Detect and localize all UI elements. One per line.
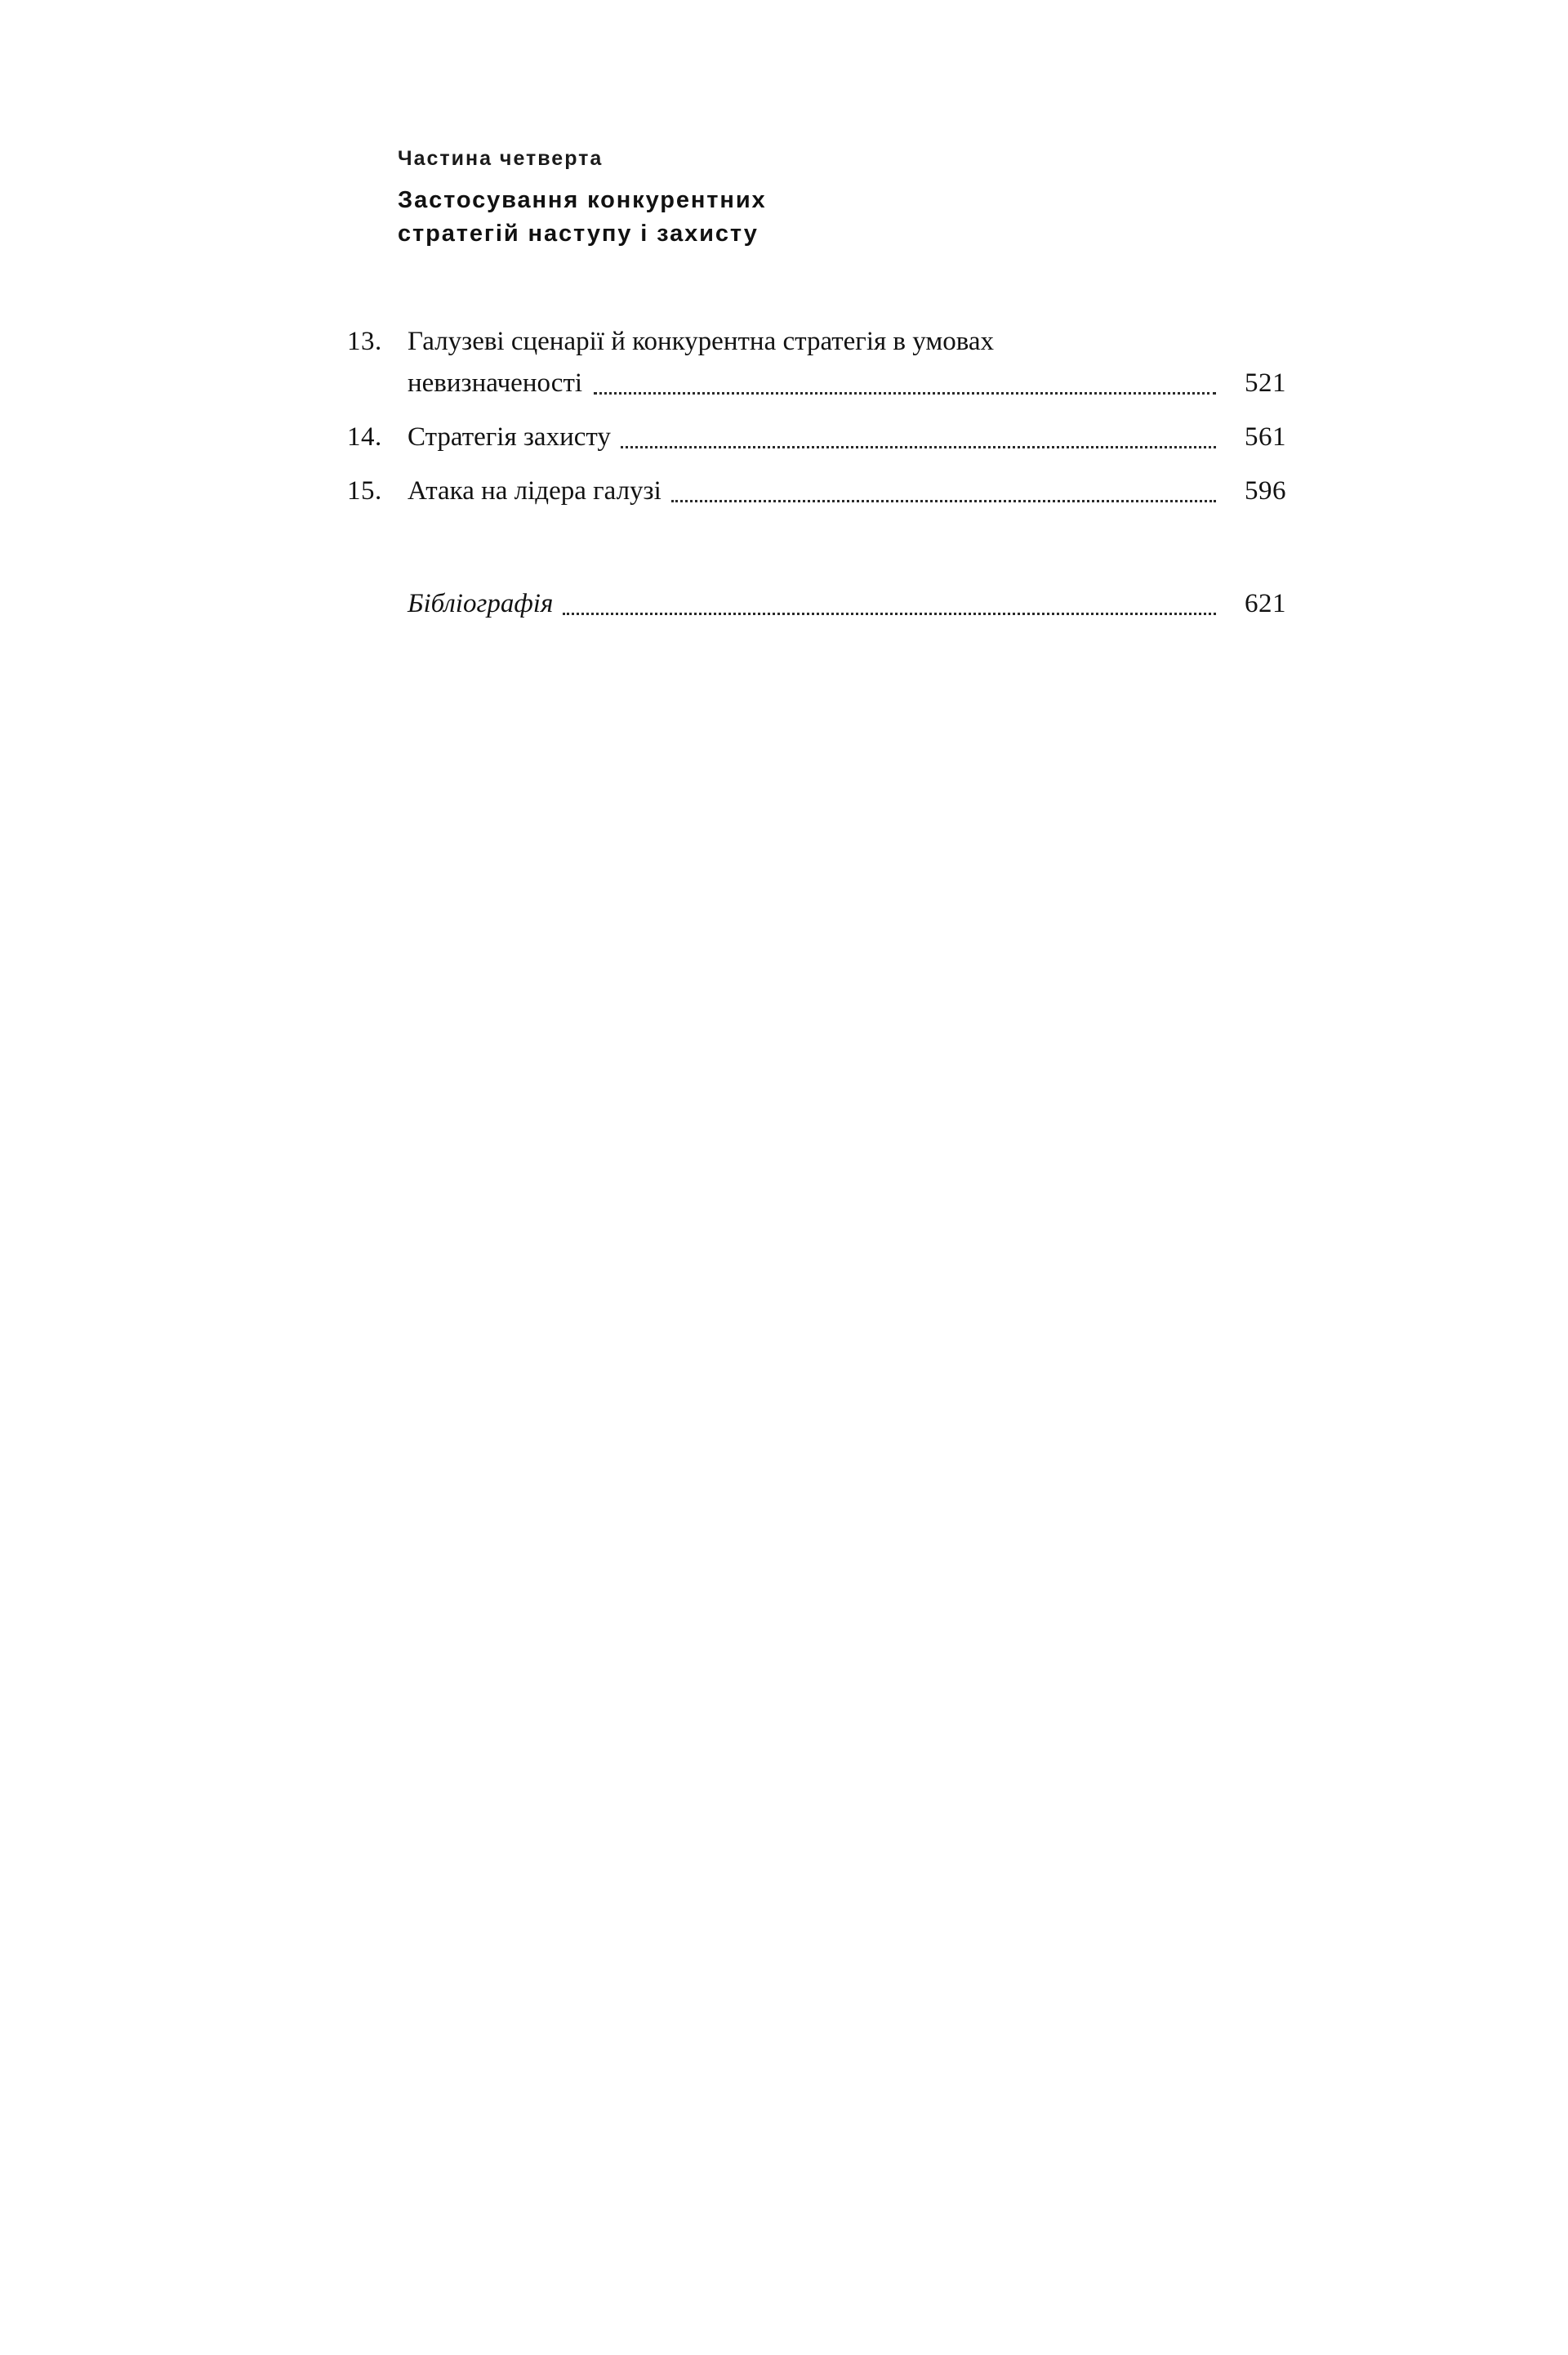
toc-entry-bibliography[interactable] bbox=[347, 583, 1286, 624]
toc-entry-title: Галузеві сценарії й конкурентна стратегія в умовах bbox=[408, 327, 995, 357]
toc-entry-body bbox=[408, 417, 1286, 457]
toc-entry-title-continued: невизначеності bbox=[408, 368, 583, 398]
table-of-contents bbox=[347, 321, 1286, 624]
toc-entry[interactable] bbox=[347, 417, 1286, 457]
page-content bbox=[282, 147, 1286, 624]
toc-leader-dots bbox=[621, 446, 1216, 448]
toc-entry[interactable] bbox=[347, 321, 1286, 403]
part-heading bbox=[398, 147, 1286, 251]
toc-leader-dots bbox=[594, 392, 1216, 395]
part-title bbox=[398, 184, 1018, 251]
toc-entry-title: Атака на лідера галузі bbox=[408, 475, 662, 506]
part-title-line-2: стратегій наступу і захисту bbox=[398, 221, 759, 248]
toc-entry-number: 13. bbox=[347, 327, 382, 357]
toc-bibliography-title: Бібліографія bbox=[408, 588, 554, 618]
toc-bibliography-page: 621 bbox=[1245, 588, 1286, 618]
toc-entry-page: 521 bbox=[1245, 368, 1286, 398]
toc-entry-title: Стратегія захисту bbox=[408, 421, 611, 452]
toc-entry-second-line bbox=[347, 363, 1286, 404]
part-title-line-1: Застосування конкурентних bbox=[398, 187, 767, 213]
toc-entry-body bbox=[408, 471, 1286, 511]
toc-entry-first-line bbox=[347, 321, 1286, 362]
toc-spacer bbox=[347, 524, 1286, 583]
toc-leader-dots bbox=[563, 613, 1216, 615]
part-kicker: Частина четверта bbox=[398, 147, 604, 170]
toc-entry-number: 15. bbox=[347, 475, 382, 506]
toc-entry-page: 561 bbox=[1245, 421, 1286, 452]
toc-leader-dots bbox=[671, 500, 1216, 502]
toc-entry-number: 14. bbox=[347, 421, 382, 452]
toc-entry-page: 596 bbox=[1245, 475, 1286, 506]
toc-entry[interactable] bbox=[347, 471, 1286, 511]
